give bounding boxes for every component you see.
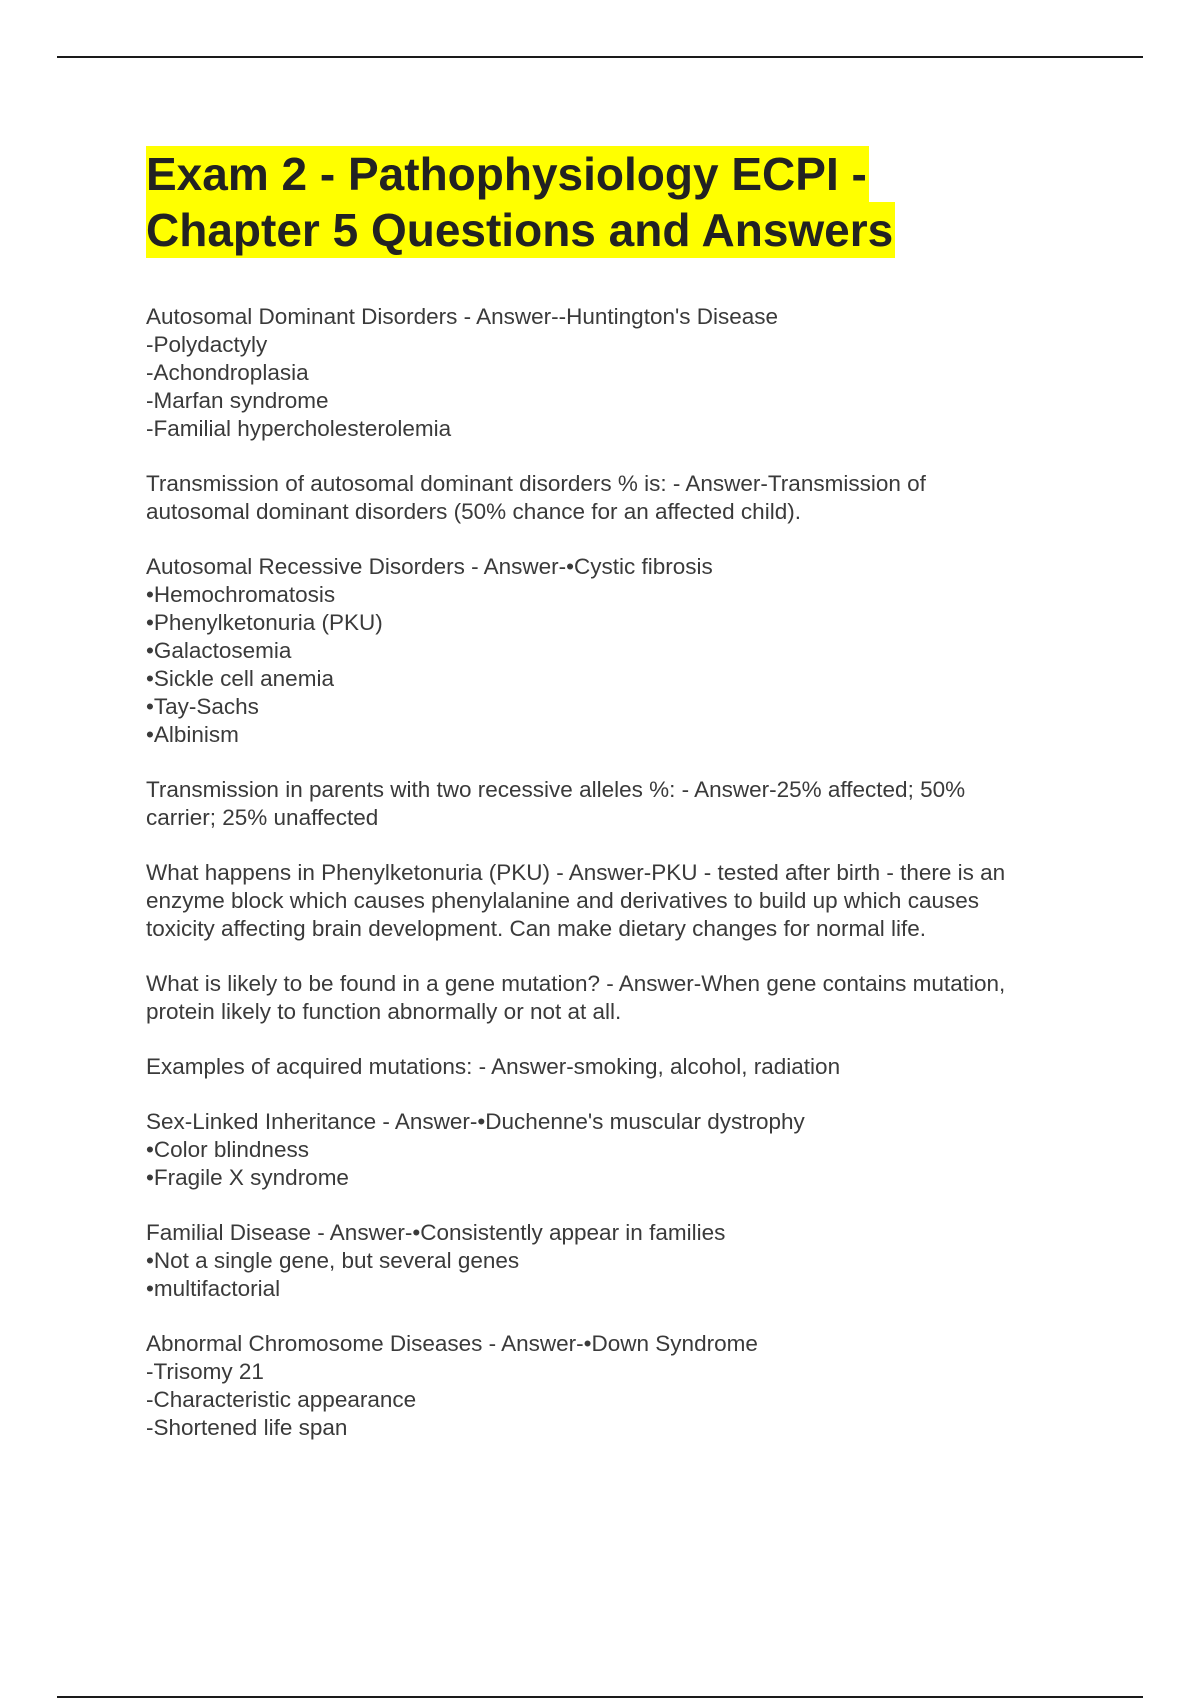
qa-line: -Characteristic appearance — [146, 1387, 417, 1412]
qa-entry-autosomal-dominant — [146, 303, 1086, 443]
qa-line: carrier; 25% unaffected — [146, 805, 379, 830]
qa-line: toxicity affecting brain development. Can make dietary changes for normal life. — [146, 916, 926, 941]
qa-line: Sex-Linked Inheritance - Answer-•Duchenne's muscular dystrophy — [146, 1109, 805, 1134]
qa-line: •Not a single gene, but several genes — [146, 1248, 520, 1273]
qa-line: enzyme block which causes phenylalanine and derivatives to build up which causes — [146, 888, 979, 913]
qa-line: Autosomal Dominant Disorders - Answer--Huntington's Disease — [146, 304, 779, 329]
qa-entry-chromosome-diseases — [146, 1330, 1086, 1442]
qa-line: •Color blindness — [146, 1137, 309, 1162]
qa-line: -Shortened life span — [146, 1415, 348, 1440]
qa-entry-pku — [146, 859, 1086, 943]
qa-entry-dominant-transmission — [146, 470, 1086, 526]
qa-line: -Polydactyly — [146, 332, 268, 357]
qa-line: -Familial hypercholesterolemia — [146, 416, 452, 441]
qa-line: Examples of acquired mutations: - Answer-smoking, alcohol, radiation — [146, 1054, 841, 1079]
qa-entry-acquired-mutations — [146, 1053, 1086, 1081]
qa-line: •Fragile X syndrome — [146, 1165, 349, 1190]
qa-line: Abnormal Chromosome Diseases - Answer-•Down Syndrome — [146, 1331, 758, 1356]
qa-line: -Marfan syndrome — [146, 388, 329, 413]
qa-line: •Tay-Sachs — [146, 694, 259, 719]
qa-line: •Phenylketonuria (PKU) — [146, 610, 383, 635]
title-line-1: Exam 2 - Pathophysiology ECPI - — [146, 148, 867, 200]
qa-line: Autosomal Recessive Disorders - Answer-•Cystic fibrosis — [146, 554, 713, 579]
qa-line: What is likely to be found in a gene mutation? - Answer-When gene contains mutation, — [146, 971, 1006, 996]
bottom-rule — [57, 1696, 1143, 1698]
qa-line: •Sickle cell anemia — [146, 666, 334, 691]
top-rule — [57, 56, 1143, 58]
qa-line: autosomal dominant disorders (50% chance for an affected child). — [146, 499, 801, 524]
qa-entry-gene-mutation — [146, 970, 1086, 1026]
qa-line: •Albinism — [146, 722, 239, 747]
qa-line: Familial Disease - Answer-•Consistently appear in families — [146, 1220, 726, 1245]
qa-line: -Trisomy 21 — [146, 1359, 264, 1384]
qa-entry-familial-disease — [146, 1219, 1086, 1303]
qa-line: Transmission in parents with two recessive alleles %: - Answer-25% affected; 50% — [146, 777, 966, 802]
qa-line: •Hemochromatosis — [146, 582, 336, 607]
qa-line: -Achondroplasia — [146, 360, 309, 385]
title-line-2: Chapter 5 Questions and Answers — [146, 204, 894, 256]
qa-line: Transmission of autosomal dominant disorders % is: - Answer-Transmission of — [146, 471, 926, 496]
qa-line: What happens in Phenylketonuria (PKU) - Answer-PKU - tested after birth - there is an — [146, 860, 1006, 885]
qa-entry-autosomal-recessive — [146, 553, 1086, 749]
page-title — [146, 146, 1046, 258]
qa-entry-sex-linked — [146, 1108, 1086, 1192]
qa-line: protein likely to function abnormally or not at all. — [146, 999, 622, 1024]
qa-entry-recessive-transmission — [146, 776, 1086, 832]
qa-line: •Galactosemia — [146, 638, 292, 663]
qa-list — [146, 303, 1086, 1469]
qa-line: •multifactorial — [146, 1276, 281, 1301]
